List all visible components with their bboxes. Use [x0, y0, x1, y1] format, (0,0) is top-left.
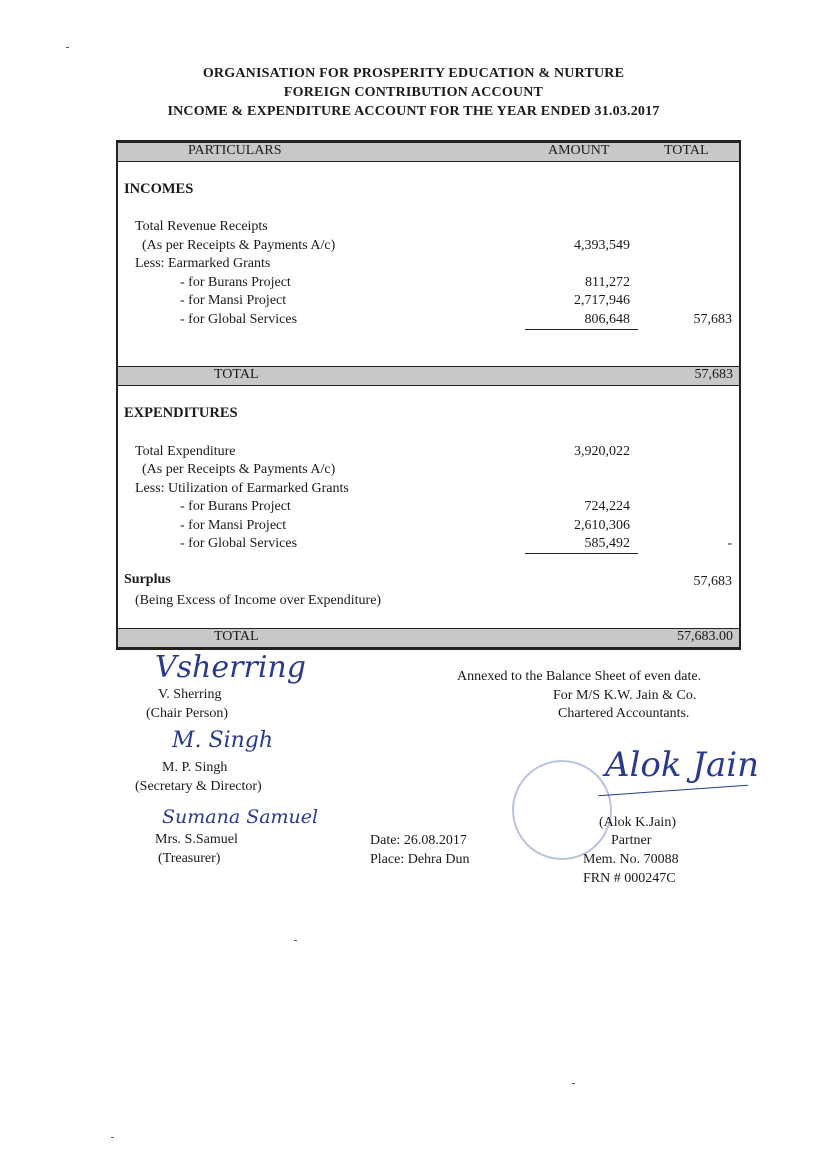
income-row-amount: 806,648 [584, 312, 630, 327]
expenditure-row-label: Total Expenditure [135, 444, 236, 459]
expenditures-heading: EXPENDITURES [124, 405, 238, 421]
auditor-firm: For M/S K.W. Jain & Co. [553, 688, 697, 703]
income-row-total: 57,683 [693, 312, 732, 327]
firm-stamp [512, 760, 612, 860]
treasurer-signature: Sumana Samuel [162, 806, 319, 828]
scan-speck [111, 1137, 114, 1138]
statement-title: INCOME & EXPENDITURE ACCOUNT FOR THE YEAR ENDED 31.03.2017 [167, 104, 660, 119]
surplus-value: 57,683 [693, 574, 732, 589]
scan-speck [294, 940, 297, 941]
secretary-signature: M. Singh [172, 728, 274, 753]
expenditure-row-label: - for Global Services [180, 536, 298, 551]
expenditure-underline [525, 553, 638, 554]
expenditure-row-label: (As per Receipts & Payments A/c) [142, 462, 336, 477]
income-row-label: (As per Receipts & Payments A/c) [142, 238, 336, 253]
annex-note: Annexed to the Balance Sheet of even date. [457, 669, 702, 684]
expenditure-row-label: - for Mansi Project [180, 518, 287, 533]
income-row-amount: 2,717,946 [574, 293, 630, 308]
scan-speck [66, 47, 69, 48]
income-underline [525, 329, 638, 330]
income-total-label: TOTAL [214, 367, 259, 382]
column-header-band [118, 142, 739, 162]
surplus-note: (Being Excess of Income over Expenditure) [135, 593, 382, 608]
chair-role: (Chair Person) [146, 706, 229, 721]
surplus-label: Surplus [124, 572, 171, 587]
income-row-label: Less: Earmarked Grants [135, 256, 271, 271]
income-total-band [118, 366, 739, 386]
expenditure-row-amount: 585,492 [584, 536, 630, 551]
place: Place: Dehra Dun [370, 852, 470, 867]
expenditure-row-label: Less: Utilization of Earmarked Grants [135, 481, 349, 496]
chair-name: V. Sherring [158, 687, 222, 702]
expenditure-row-total: - [727, 536, 732, 551]
income-total-value: 57,683 [694, 367, 733, 382]
auditor-role: Partner [611, 833, 652, 848]
secretary-role: (Secretary & Director) [135, 779, 262, 794]
auditor-signature: Alok Jain [605, 745, 759, 785]
scan-speck [572, 1083, 575, 1084]
income-row-label: - for Mansi Project [180, 293, 287, 308]
org-title: ORGANISATION FOR PROSPERITY EDUCATION & NURTURE [202, 66, 625, 81]
grand-total-label: TOTAL [214, 629, 259, 644]
income-row-label: - for Global Services [180, 312, 298, 327]
col-amount: AMOUNT [548, 143, 610, 158]
incomes-heading: INCOMES [124, 181, 194, 197]
treasurer-name: Mrs. S.Samuel [155, 832, 238, 847]
date: Date: 26.08.2017 [370, 833, 467, 848]
account-title: FOREIGN CONTRIBUTION ACCOUNT [283, 85, 544, 100]
expenditure-row-label: - for Burans Project [180, 499, 291, 514]
expenditure-row-amount: 724,224 [584, 499, 630, 514]
secretary-name: M. P. Singh [162, 760, 228, 775]
expenditure-row-amount: 2,610,306 [574, 518, 630, 533]
auditor-membership: Mem. No. 70088 [583, 852, 679, 867]
auditor-frn: FRN # 000247C [583, 871, 676, 886]
chair-signature: Vsherring [155, 650, 306, 685]
col-total: TOTAL [664, 143, 709, 158]
expenditure-row-amount: 3,920,022 [574, 444, 630, 459]
income-row-label: Total Revenue Receipts [135, 219, 268, 234]
income-row-amount: 4,393,549 [574, 238, 630, 253]
signature-stroke [598, 785, 748, 796]
col-particulars: PARTICULARS [188, 143, 282, 158]
income-row-label: - for Burans Project [180, 275, 291, 290]
grand-total-band [118, 628, 739, 648]
auditor-designation: Chartered Accountants. [558, 706, 690, 721]
income-row-amount: 811,272 [585, 275, 630, 290]
grand-total-value: 57,683.00 [677, 629, 733, 644]
treasurer-role: (Treasurer) [158, 851, 221, 866]
auditor-name: (Alok K.Jain) [599, 815, 676, 830]
